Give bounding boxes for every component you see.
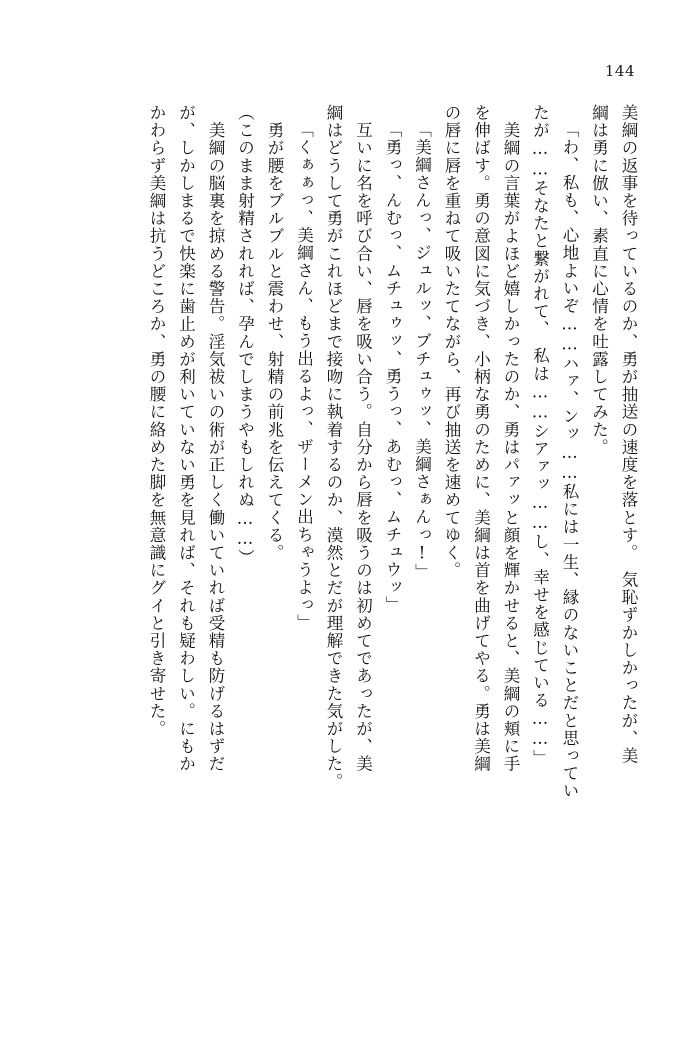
text-line: を伸ばす。勇の意図に気づき、小柄な勇のために、美綱は首を曲げてやる。勇は美綱 (471, 104, 491, 773)
text-line: （このまま射精されれば、孕んでしまうやもしれぬ……） (235, 104, 255, 567)
text-line: が、しかしまるで快楽に歯止めが利いていない勇を見れば、それも疑わしい。にもか (176, 104, 196, 773)
text-line: 美綱の言葉がよほど嬉しかったのか、勇はパァッと顔を輝かせると、美綱の頬に手 (501, 104, 520, 773)
text-line: 「わ、私も、心地よいぞ……ハァ、ンッ……私には一生、縁のないことだと思ってい (560, 121, 579, 800)
text-line: 「勇っ、んむっ、ムチュゥッ、勇うっ、あむっ、ムチュウッ」 (383, 121, 402, 614)
vertical-text-body (52, 104, 643, 984)
text-line: 綱は勇に倣い、素直に心情を吐露してみた。 (589, 104, 609, 456)
text-line: 互いに名を呼び合い、唇を吸い合う。自分から唇を吸うのは初めてであったが、美 (353, 104, 373, 773)
text-line: かわらず美綱は抗うどころか、勇の腰に絡めた脚を無意識にグイと引き寄せた。 (147, 104, 166, 738)
page-number: 144 (604, 62, 635, 80)
text-line: 美綱の脳裏を掠める警告。淫気祓いの術が正しく働いていれば受精も防げるはずだ (206, 104, 225, 773)
text-line: の唇に唇を重ねて吸いたてながら、再び抽送を速めてゆく。 (442, 104, 461, 580)
text-line: 「美綱さんっ、ジュルッ、ブチュゥッ、美綱さぁんっ!」 (412, 121, 432, 582)
text-line: 「くぁぁっ、美綱さん、もう出るよっ、ザーメン出ちゃうよっ」 (294, 121, 314, 632)
text-line: たが……そなたと繋がれて、 私は……シアァッ……し、幸せを感じている……」 (530, 104, 550, 767)
text-line: 美綱の返事を待っているのか、勇が抽送の速度を落とす。 気恥ずかしかったが、美 (619, 104, 638, 765)
text-line: 綱はどうして勇がこれほどまで接吻に執着するのか、漠然とだが理解できた気がした。 (324, 104, 343, 791)
text-line: 勇が腰をブルブルと震わせ、射精の前兆を伝えてくる。 (265, 104, 284, 562)
